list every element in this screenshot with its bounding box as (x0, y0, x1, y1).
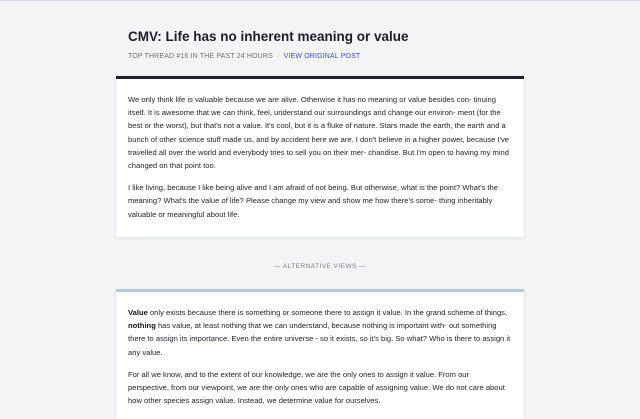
emphasis-value: Value (128, 308, 148, 317)
post-p1-line: We only think life is valuable because we are alive. Otherwise it has no meaning or value besides con- (128, 95, 472, 104)
post-p2-line: I like living, because I like being alive and I am afraid of not being. But otherwise, what is the point? (128, 183, 461, 193)
reply-text: out something there to assign its importance. Even the entire universe - so it exists, so it's big. So what? (128, 321, 497, 344)
emphasis-nothing: nothing (128, 321, 156, 331)
post-p1-line: earth, the earth and a bunch of other science stuff made us, and by accident here we are. I don't believe (128, 121, 506, 144)
reply-paragraph-2 (128, 368, 512, 408)
post-meta (128, 52, 528, 62)
reply-text: has value, at least nothing that we can understand, because nothing is important with- (155, 321, 447, 331)
reply-text: of things, (476, 308, 508, 317)
thread-rank-label: TOP THREAD #16 IN THE PAST 24 HOURS (128, 53, 273, 60)
post-p1-line: ment (for the best or the worst), but that's not a value. It's cool, but it is a fluke of nature. Stars made the (128, 108, 501, 131)
alternative-views-divider: — ALTERNATIVE VIEWS — (273, 263, 367, 270)
meta-separator: · (277, 53, 280, 60)
original-post-card (116, 76, 524, 237)
post-p1-line: in a higher power, because I've travelled all over the world and everybody tries to sell you on their mer- (128, 134, 510, 157)
post-p1-line: chandise. But I'm open to having my mind changed on that point too. (128, 147, 509, 171)
post-p1-line: tinuing itself. It is awesome that we can think, feel, understand our surroundings and change our environ- (128, 95, 496, 118)
reply-p2-line: care about how other species assign value. Instead, we determine value for ourselves. (128, 383, 505, 406)
reply-p2-line: For all we know, and to the extent of our knowledge, we are the only ones to assign it value. From our (128, 369, 470, 379)
reply-paragraph-1 (128, 306, 512, 359)
post-p2-line: What's the meaning? What's the value of life? Please change my view and show me how there's some- (128, 183, 498, 206)
reply-p2-line: perspective, from our viewpoint, we are the only ones who are capable of assigning value. We do not (128, 383, 467, 393)
post-title: CMV: Life has no inherent meaning or value (128, 29, 409, 44)
reply-text: Who is there to assign it any value. (128, 334, 511, 357)
post-p2-line: thing inheritably valuable or meaningful about life. (128, 196, 493, 219)
reply-text: only exists because there is something or someone there to assign it value. In the grand scheme (147, 308, 475, 317)
top-divider (0, 0, 640, 1)
reply-card (116, 289, 524, 419)
post-header (128, 28, 528, 62)
post-paragraph-1 (128, 93, 512, 172)
view-original-post-link[interactable]: VIEW ORIGINAL POST (283, 53, 361, 60)
post-paragraph-2 (128, 181, 512, 221)
